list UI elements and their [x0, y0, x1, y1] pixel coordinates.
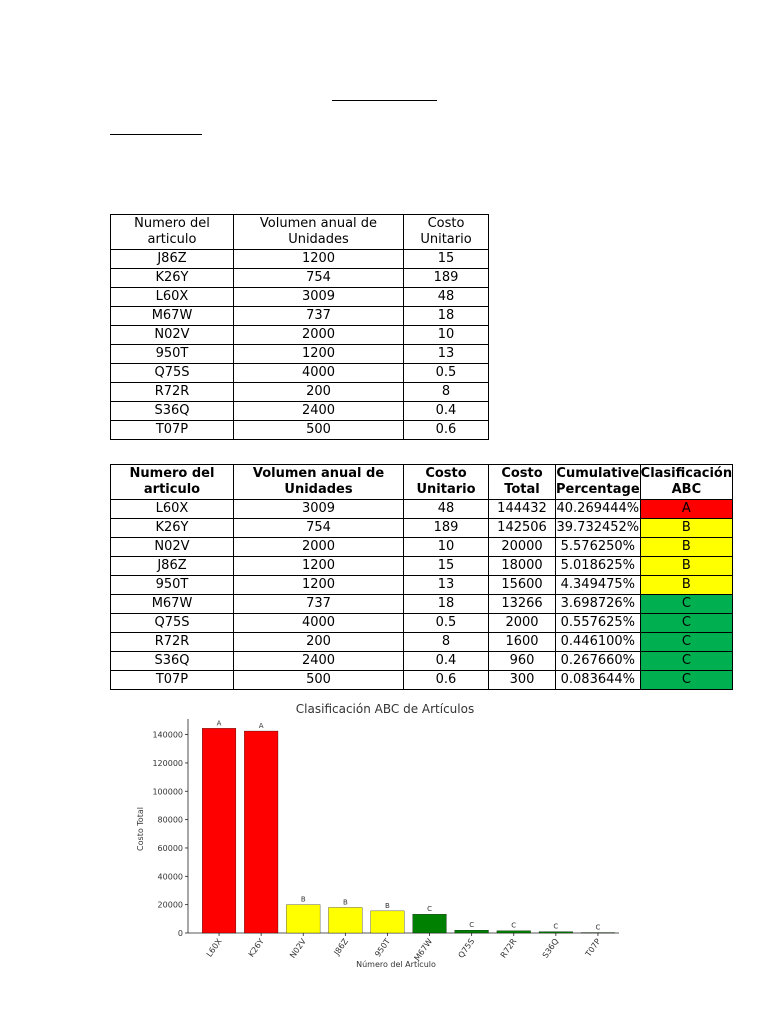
x-tick-label: Q75S	[456, 936, 477, 960]
table-cell: 0.446100%	[556, 633, 641, 652]
table-cell: 48	[404, 500, 489, 519]
table-cell: L60X	[111, 288, 234, 307]
bar	[539, 932, 573, 933]
y-tick-label: 80000	[157, 815, 183, 825]
classification-cell: C	[640, 671, 732, 690]
table-row	[111, 269, 489, 288]
table-row	[111, 345, 489, 364]
table-cell: 960	[489, 652, 556, 671]
table-header-row	[111, 215, 489, 250]
table-cell: 0.083644%	[556, 671, 641, 690]
y-tick-label: 20000	[157, 900, 183, 910]
classification-cell: C	[640, 633, 732, 652]
bar-class-label: A	[258, 722, 264, 731]
table-cell: 2000	[489, 614, 556, 633]
classification-cell: C	[640, 595, 732, 614]
abc-classification-table	[110, 464, 733, 690]
classification-cell: C	[640, 614, 732, 633]
bar	[455, 930, 489, 933]
table-cell: 950T	[111, 345, 234, 364]
table-cell: 737	[234, 595, 404, 614]
table-cell: 300	[489, 671, 556, 690]
y-axis-label: Costo Total	[136, 807, 145, 851]
table-cell: 200	[234, 383, 404, 402]
x-tick-label: T07P	[583, 936, 603, 959]
bar	[413, 914, 447, 933]
x-tick-label: S36Q	[540, 936, 561, 960]
table-cell: 0.557625%	[556, 614, 641, 633]
table-cell: 500	[234, 671, 404, 690]
classification-cell: A	[640, 500, 732, 519]
table-cell: 0.4	[404, 652, 489, 671]
table-cell: 0.5	[404, 364, 489, 383]
table-cell: 2000	[234, 326, 404, 345]
title-underline	[332, 100, 437, 101]
table-cell: 0.6	[404, 671, 489, 690]
table-row	[111, 595, 733, 614]
y-tick-label: 0	[177, 929, 183, 938]
table-cell: J86Z	[111, 250, 234, 269]
table-cell: L60X	[111, 500, 234, 519]
table-cell: N02V	[111, 538, 234, 557]
header-numero: Numero del articulo	[111, 215, 234, 250]
table-row	[111, 614, 733, 633]
table-cell: 4.349475%	[556, 576, 641, 595]
x-tick-label: K26Y	[246, 936, 266, 959]
bar-class-label: B	[300, 895, 306, 904]
table-cell: 754	[234, 269, 404, 288]
table-cell: 1200	[234, 345, 404, 364]
table-cell: 1600	[489, 633, 556, 652]
table-cell: 1200	[234, 250, 404, 269]
table-cell: 144432	[489, 500, 556, 519]
y-tick-label: 140000	[152, 730, 183, 740]
table-cell: 3009	[234, 500, 404, 519]
table-header-row	[111, 465, 733, 500]
table-cell: 0.267660%	[556, 652, 641, 671]
abc-bar-chart	[133, 699, 623, 971]
table-cell: M67W	[111, 307, 234, 326]
bar	[244, 731, 278, 933]
table-cell: 15	[404, 250, 489, 269]
chart-title: Clasificación ABC de Artículos	[295, 702, 475, 716]
table-cell: Q75S	[111, 364, 234, 383]
table-cell: 8	[404, 383, 489, 402]
table-cell: 142506	[489, 519, 556, 538]
classification-cell: B	[640, 519, 732, 538]
x-tick-label: R72R	[498, 936, 519, 960]
table-cell: 4000	[234, 614, 404, 633]
bar	[202, 728, 236, 933]
table-cell: J86Z	[111, 557, 234, 576]
table-cell: T07P	[111, 421, 234, 440]
subtitle-underline	[110, 134, 202, 135]
bar-class-label: B	[385, 901, 390, 910]
bar	[371, 911, 405, 933]
bar-class-label: B	[342, 898, 348, 907]
table-cell: 8	[404, 633, 489, 652]
header-numero: Numero del articulo	[111, 465, 234, 500]
classification-cell: B	[640, 538, 732, 557]
bar-class-label: C	[427, 905, 432, 914]
table-cell: K26Y	[111, 519, 234, 538]
table-cell: 15600	[489, 576, 556, 595]
header-costo-unitario: Costo Unitario	[404, 215, 489, 250]
table-cell: 13	[404, 345, 489, 364]
x-axis-label: Número del Artículo	[356, 960, 436, 969]
x-tick-label: J86Z	[332, 936, 350, 957]
y-tick-label: 60000	[157, 843, 183, 853]
table-row	[111, 576, 733, 595]
x-tick-label: M67W	[412, 936, 435, 963]
table-row	[111, 383, 489, 402]
table-row	[111, 500, 733, 519]
bar-class-label: C	[553, 922, 559, 931]
classification-cell: C	[640, 652, 732, 671]
table-cell: R72R	[111, 633, 234, 652]
table-row	[111, 557, 733, 576]
table-cell: 200	[234, 633, 404, 652]
table-cell: 5.576250%	[556, 538, 641, 557]
table-row	[111, 652, 733, 671]
table-cell: 10	[404, 326, 489, 345]
table-cell: 1200	[234, 557, 404, 576]
table-cell: 0.4	[404, 402, 489, 421]
table-cell: 10	[404, 538, 489, 557]
table-row	[111, 633, 733, 652]
table-row	[111, 421, 489, 440]
chart-canvas	[133, 699, 623, 971]
bar-class-label: C	[595, 923, 601, 932]
table-cell: Q75S	[111, 614, 234, 633]
table-cell: 13266	[489, 595, 556, 614]
table-cell: 18000	[489, 557, 556, 576]
table-cell: 48	[404, 288, 489, 307]
table-cell: 13	[404, 576, 489, 595]
table-row	[111, 402, 489, 421]
table-cell: 754	[234, 519, 404, 538]
header-volumen: Volumen anual de Unidades	[234, 215, 404, 250]
table-cell: 18	[404, 595, 489, 614]
table-cell: 0.5	[404, 614, 489, 633]
bar	[329, 907, 363, 933]
table-cell: 39.732452%	[556, 519, 641, 538]
header-clasificacion: Clasificación ABC	[640, 465, 732, 500]
classification-cell: B	[640, 576, 732, 595]
table-row	[111, 519, 733, 538]
table-cell: 3.698726%	[556, 595, 641, 614]
table-cell: 15	[404, 557, 489, 576]
table-row	[111, 671, 733, 690]
x-tick-label: 950T	[373, 936, 393, 959]
header-cumulative-percentage: Cumulative Percentage	[556, 465, 641, 500]
table-cell: 0.6	[404, 421, 489, 440]
table-cell: N02V	[111, 326, 234, 345]
table-cell: 1200	[234, 576, 404, 595]
table-cell: 4000	[234, 364, 404, 383]
table-cell: 189	[404, 519, 489, 538]
table-cell: 500	[234, 421, 404, 440]
table-cell: T07P	[111, 671, 234, 690]
x-tick-label: L60X	[204, 936, 224, 959]
table-row	[111, 250, 489, 269]
table-row	[111, 326, 489, 345]
table-cell: 18	[404, 307, 489, 326]
table-cell: 2400	[234, 402, 404, 421]
table-cell: 20000	[489, 538, 556, 557]
y-tick-label: 40000	[157, 872, 183, 882]
table-cell: 2400	[234, 652, 404, 671]
header-costo-total: Costo Total	[489, 465, 556, 500]
x-tick-label: N02V	[288, 936, 308, 960]
bar-class-label: C	[511, 921, 517, 930]
table-cell: 189	[404, 269, 489, 288]
header-costo-unitario: Costo Unitario	[404, 465, 489, 500]
table-cell: 5.018625%	[556, 557, 641, 576]
y-tick-label: 120000	[152, 758, 183, 768]
bar-class-label: A	[216, 719, 222, 728]
table-cell: 40.269444%	[556, 500, 641, 519]
bar	[497, 931, 531, 933]
table-cell: S36Q	[111, 402, 234, 421]
table-row	[111, 307, 489, 326]
table-row	[111, 538, 733, 557]
header-volumen: Volumen anual de Unidades	[234, 465, 404, 500]
table-cell: 3009	[234, 288, 404, 307]
bar-class-label: C	[469, 921, 475, 930]
table-row	[111, 364, 489, 383]
y-tick-label: 100000	[152, 787, 183, 797]
table-cell: M67W	[111, 595, 234, 614]
table-cell: R72R	[111, 383, 234, 402]
table-cell: 950T	[111, 576, 234, 595]
table-cell: K26Y	[111, 269, 234, 288]
items-table	[110, 214, 489, 440]
table-cell: 2000	[234, 538, 404, 557]
bar	[286, 905, 320, 933]
table-cell: 737	[234, 307, 404, 326]
table-row	[111, 288, 489, 307]
classification-cell: B	[640, 557, 732, 576]
table-cell: S36Q	[111, 652, 234, 671]
